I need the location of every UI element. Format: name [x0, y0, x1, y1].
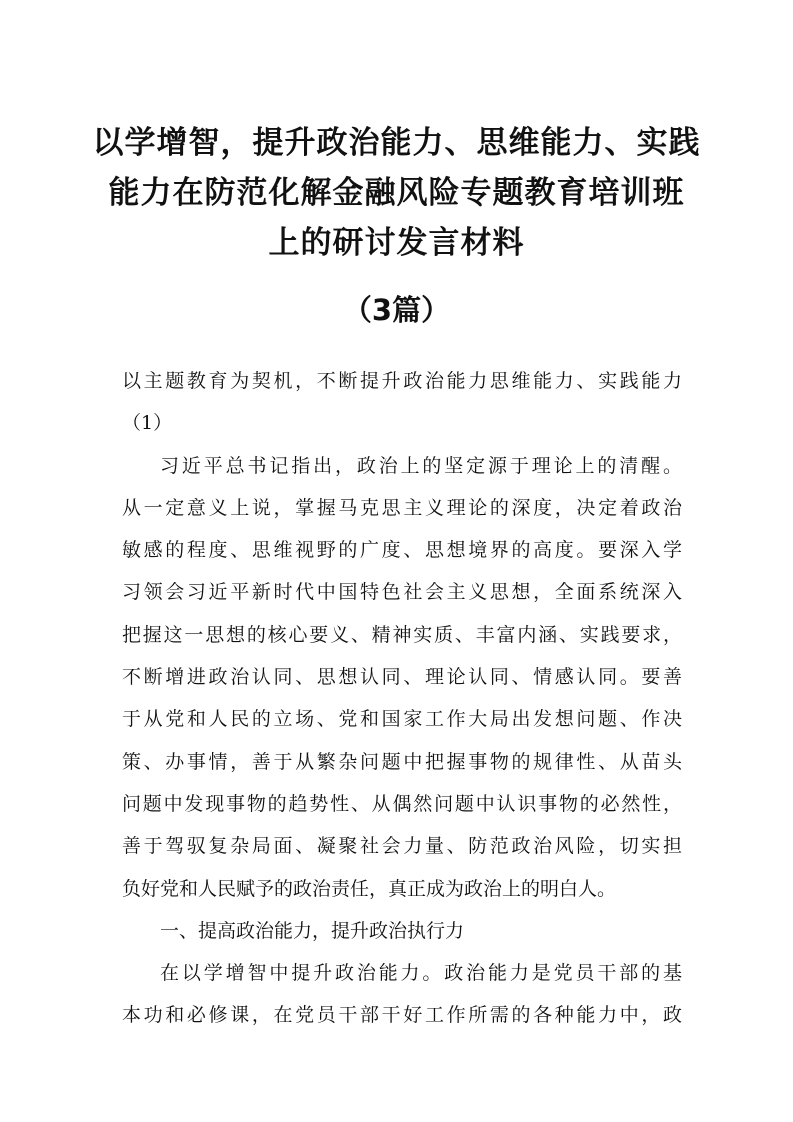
body-line: 在以学增智中提升政治能力。政治能力是党员干部的基: [160, 962, 682, 985]
document-subtitle: （3篇）: [342, 293, 451, 327]
body-line: 习近平总书记指出，政治上的坚定源于理论上的清醒。: [160, 454, 682, 477]
document-body: [122, 360, 682, 1037]
document-title: [0, 118, 793, 268]
body-line: 负好党和人民赋予的政治责任，真正成为政治上的明白人。: [122, 877, 617, 900]
body-line: 不断增进政治认同、思想认同、理论认同、情感认同。要善: [122, 666, 682, 689]
title-line-3: 上的研讨发言材料: [268, 225, 525, 261]
title-line-1: 以学增智，提升政治能力、思维能力、实践: [92, 125, 701, 161]
body-line: 敏感的程度、思维视野的广度、思想境界的高度。要深入学: [122, 539, 682, 562]
body-line: （1）: [122, 412, 173, 435]
body-line: 以主题教育为契机，不断提升政治能力思维能力、实践能力: [122, 370, 682, 392]
body-line: 问题中发现事物的趋势性、从偶然问题中认识事物的必然性，: [122, 792, 682, 815]
body-line: 习领会习近平新时代中国特色社会主义思想，全面系统深入: [122, 581, 682, 604]
section-heading: 一、提高政治能力，提升政治执行力: [160, 919, 465, 942]
body-line: 从一定意义上说，掌握马克思主义理论的深度，决定着政治: [122, 496, 682, 519]
body-line: 本功和必修课，在党员干部干好工作所需的各种能力中，政: [122, 1004, 682, 1027]
body-line: 善于驾驭复杂局面、凝聚社会力量、防范政治风险，切实担: [122, 835, 682, 858]
body-line: 策、办事情，善于从繁杂问题中把握事物的规律性、从苗头: [122, 750, 682, 773]
title-line-2: 能力在防范化解金融风险专题教育培训班: [108, 175, 685, 211]
body-line: 于从党和人民的立场、党和国家工作大局出发想问题、作决: [122, 708, 682, 731]
body-line: 把握这一思想的核心要义、精神实质、丰富内涵、实践要求，: [122, 623, 682, 646]
